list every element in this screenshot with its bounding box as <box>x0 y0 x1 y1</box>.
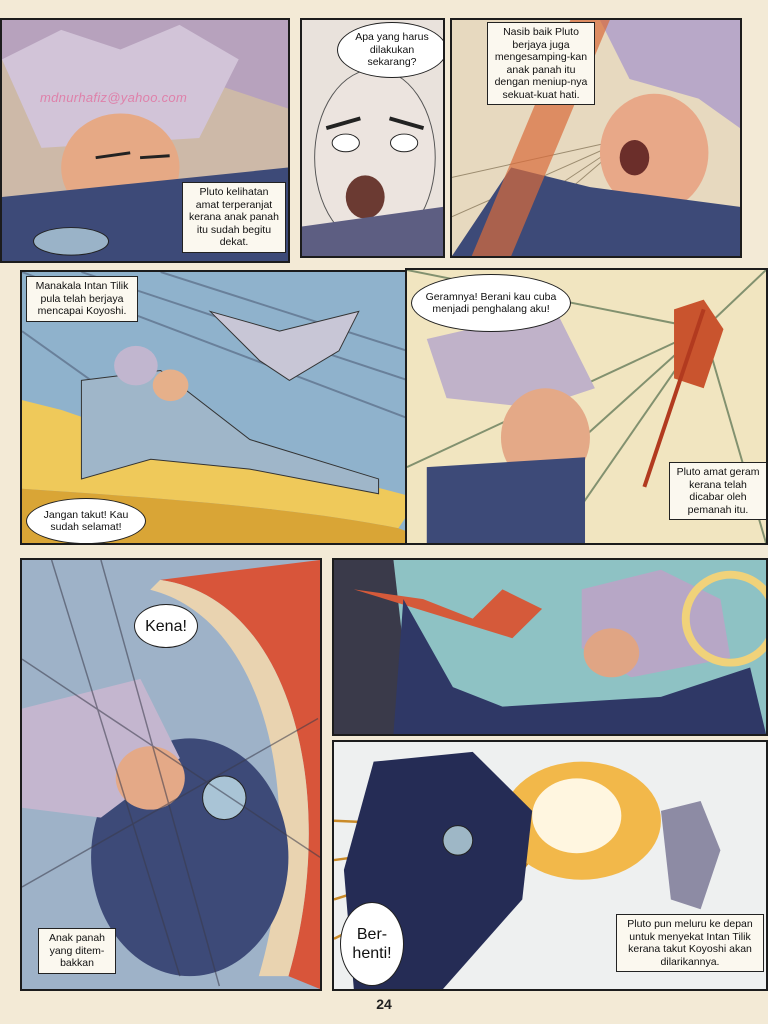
watermark-text: mdnurhafiz@yahoo.com <box>40 90 188 105</box>
panel-1-caption: Pluto kelihatan amat terperanjat kerana anak panah itu sudah begitu dekat. <box>182 182 286 253</box>
panel-5 <box>405 268 768 545</box>
panel-5-caption: Pluto amat geram kerana telah dicabar oleh pemanah itu. <box>669 462 767 520</box>
panel-3 <box>450 18 742 258</box>
panel-5-speech-bubble: Geramnya! Berani kau cuba menjadi penghalang aku! <box>411 274 571 332</box>
panel-6-speech-bubble: Kena! <box>134 604 198 648</box>
panel-7-art <box>334 560 766 734</box>
panel-8-caption: Pluto pun meluru ke depan untuk menyekat Intan Tilik kerana takut Koyoshi akan dilarikannya. <box>616 914 764 972</box>
panel-4-caption: Manakala Intan Tilik pula telah berjaya mencapai Koyoshi. <box>26 276 138 322</box>
panel-3-caption: Nasib baik Pluto berjaya juga mengesamping-kan anak panah itu dengan meniup-nya sekuat-kuat hati. <box>487 22 595 105</box>
panel-8 <box>332 740 768 991</box>
panel-6-caption: Anak panah yang ditem-bakkan <box>38 928 116 974</box>
page-number: 24 <box>376 996 392 1012</box>
panel-2-speech-bubble: Apa yang harus dilakukan sekarang? <box>337 22 445 78</box>
panel-2 <box>300 18 445 258</box>
panel-4-speech-bubble: Jangan takut! Kau sudah selamat! <box>26 498 146 544</box>
panel-4 <box>20 270 440 545</box>
panel-6 <box>20 558 322 991</box>
panel-8-speech-bubble: Ber-henti! <box>340 902 404 986</box>
panel-1 <box>0 18 290 263</box>
panel-7 <box>332 558 768 736</box>
